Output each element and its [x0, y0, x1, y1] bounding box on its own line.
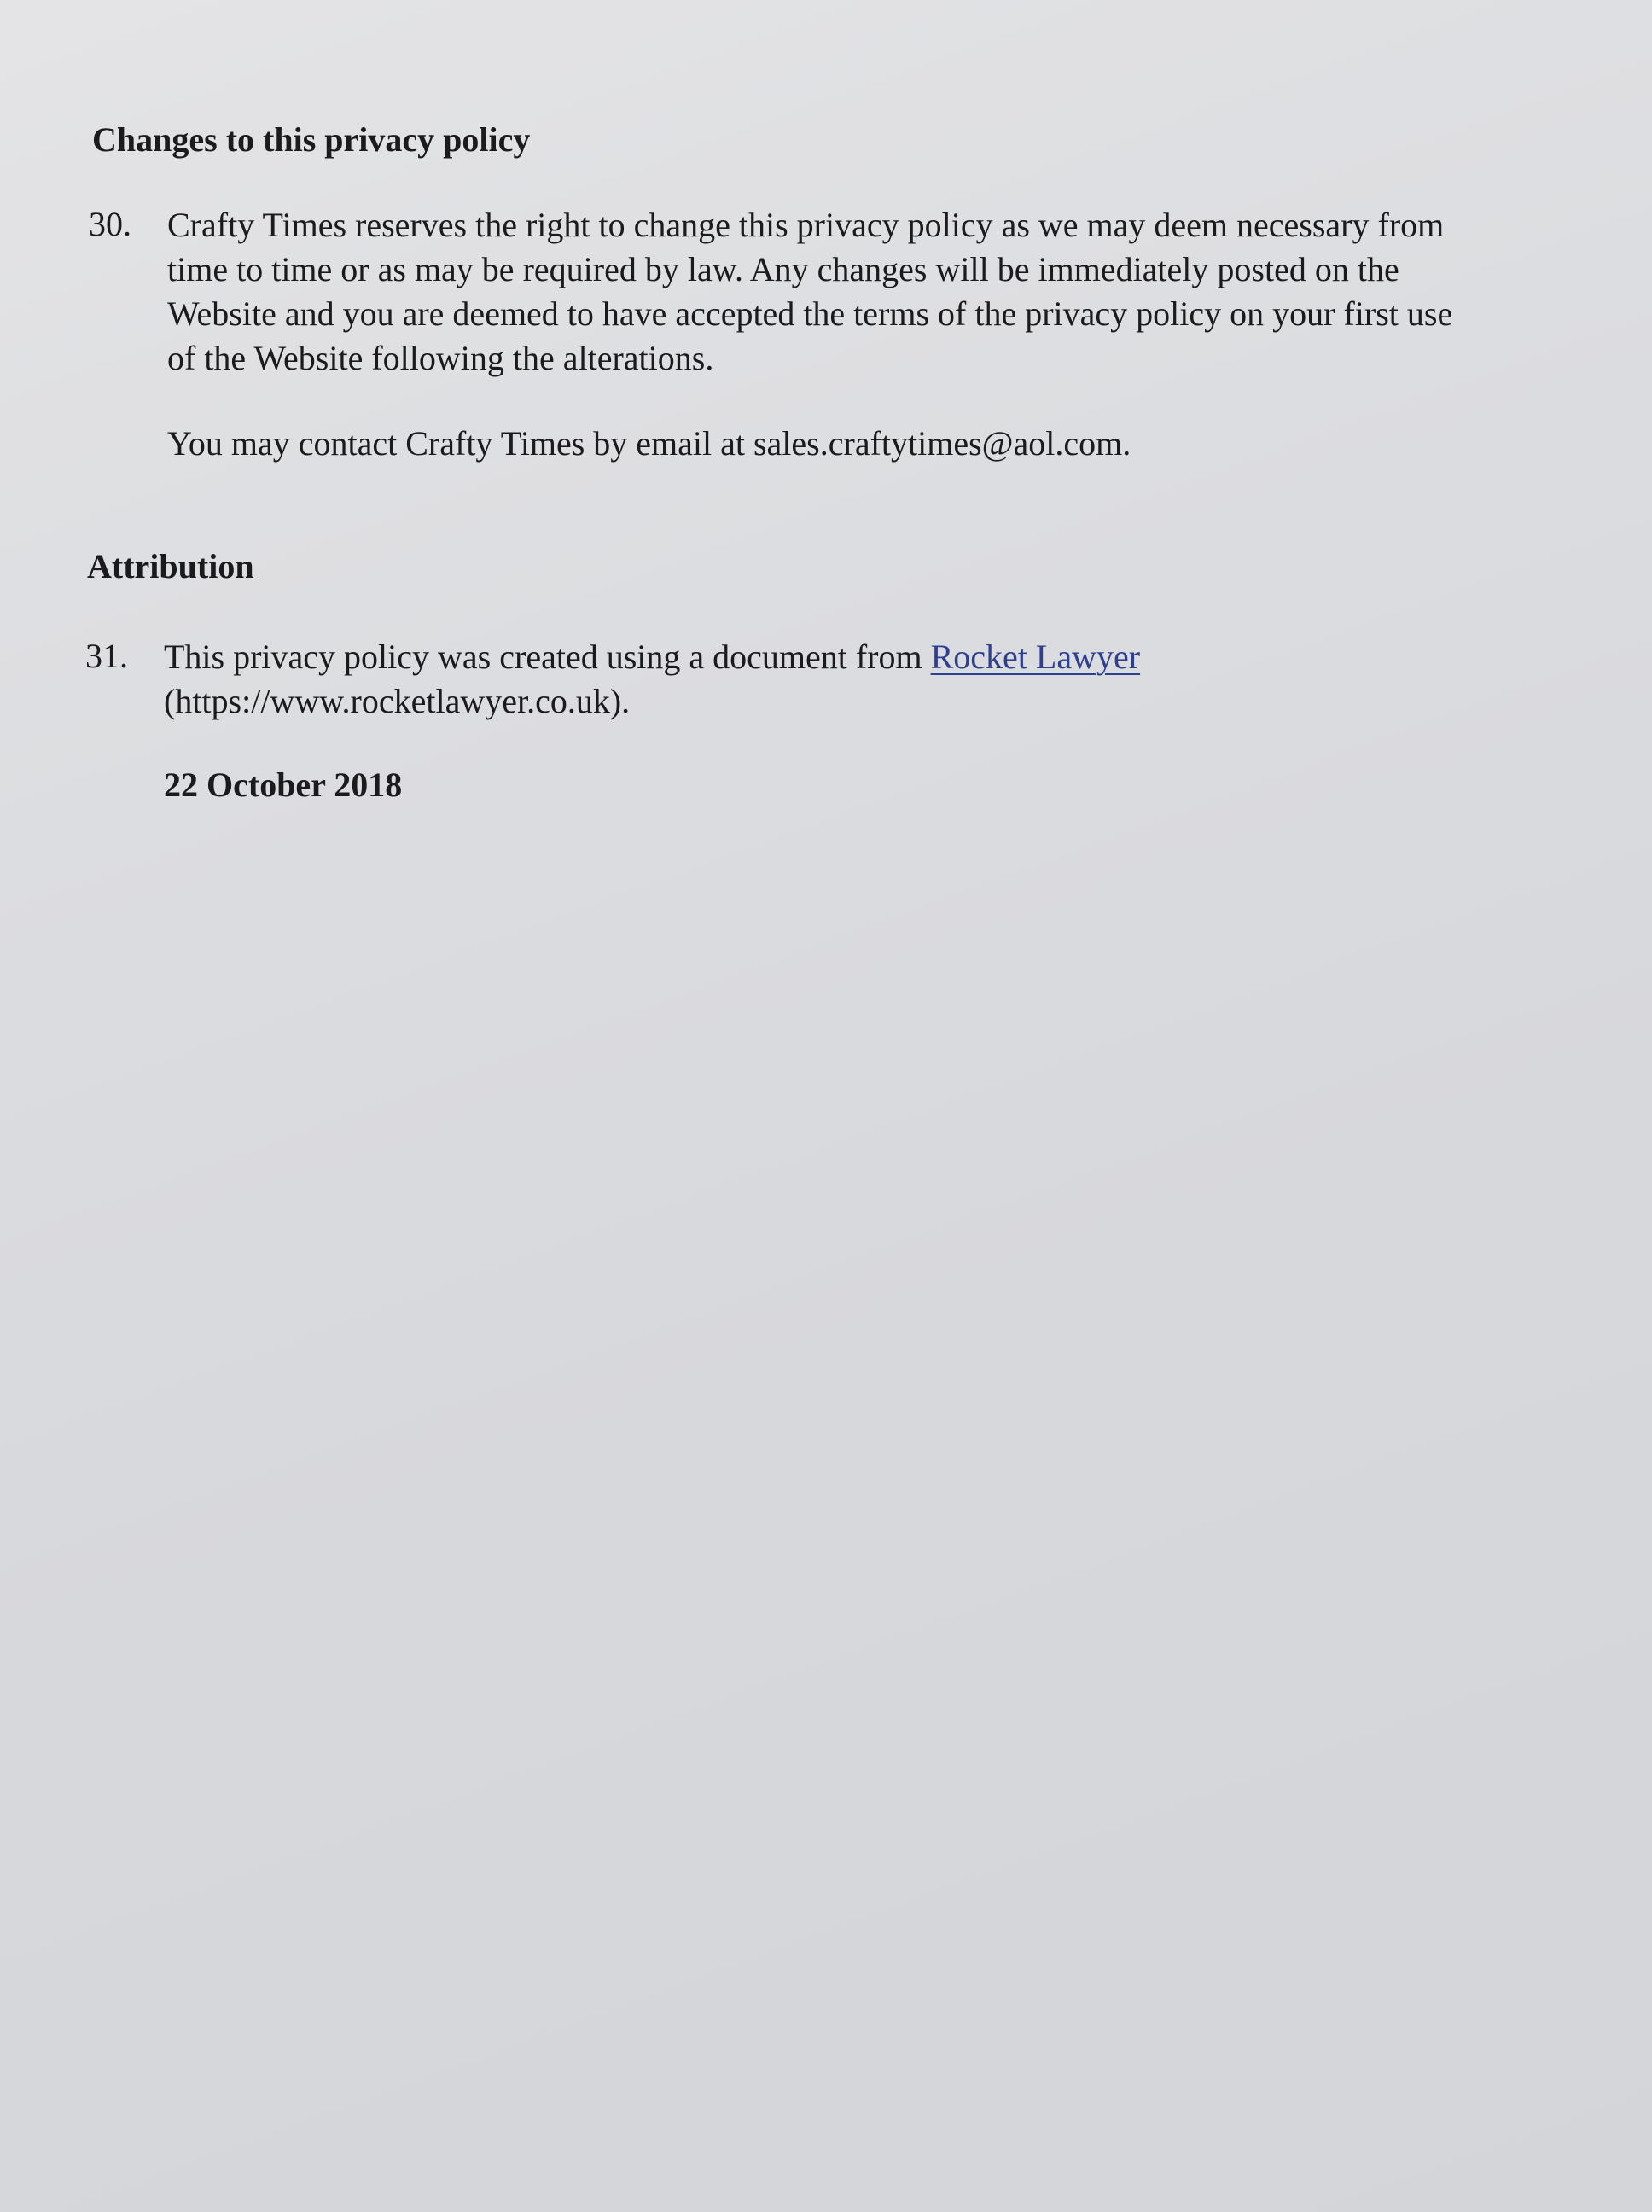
- paragraph-30-line-1: Crafty Times reserves the right to change this privacy policy as we may deem necessary from: [167, 206, 1445, 244]
- paragraph-30-line-3: Website and you are deemed to have accepted the terms of the privacy policy on your first use: [167, 294, 1453, 333]
- item-number-30: 30.: [89, 205, 131, 243]
- heading-attribution: Attribution: [87, 547, 254, 585]
- item-number-31: 31.: [85, 637, 128, 675]
- rocket-lawyer-link[interactable]: Rocket Lawyer: [930, 637, 1141, 676]
- paragraph-31-line-1: [164, 635, 1140, 679]
- document-date: 22 October 2018: [164, 765, 403, 804]
- heading-changes-privacy-policy: Changes to this privacy policy: [92, 120, 531, 159]
- paragraph-31-text: This privacy policy was created using a document from: [164, 637, 931, 676]
- contact-email-line: You may contact Crafty Times by email at sales.craftytimes@aol.com.: [167, 424, 1131, 463]
- paragraph-30-line-2: time to time or as may be required by law. Any changes will be immediately posted on the: [167, 250, 1399, 288]
- paragraph-30-line-4: of the Website following the alterations.: [167, 339, 714, 377]
- paragraph-31-line-2: (https://www.rocketlawyer.co.uk).: [164, 682, 631, 720]
